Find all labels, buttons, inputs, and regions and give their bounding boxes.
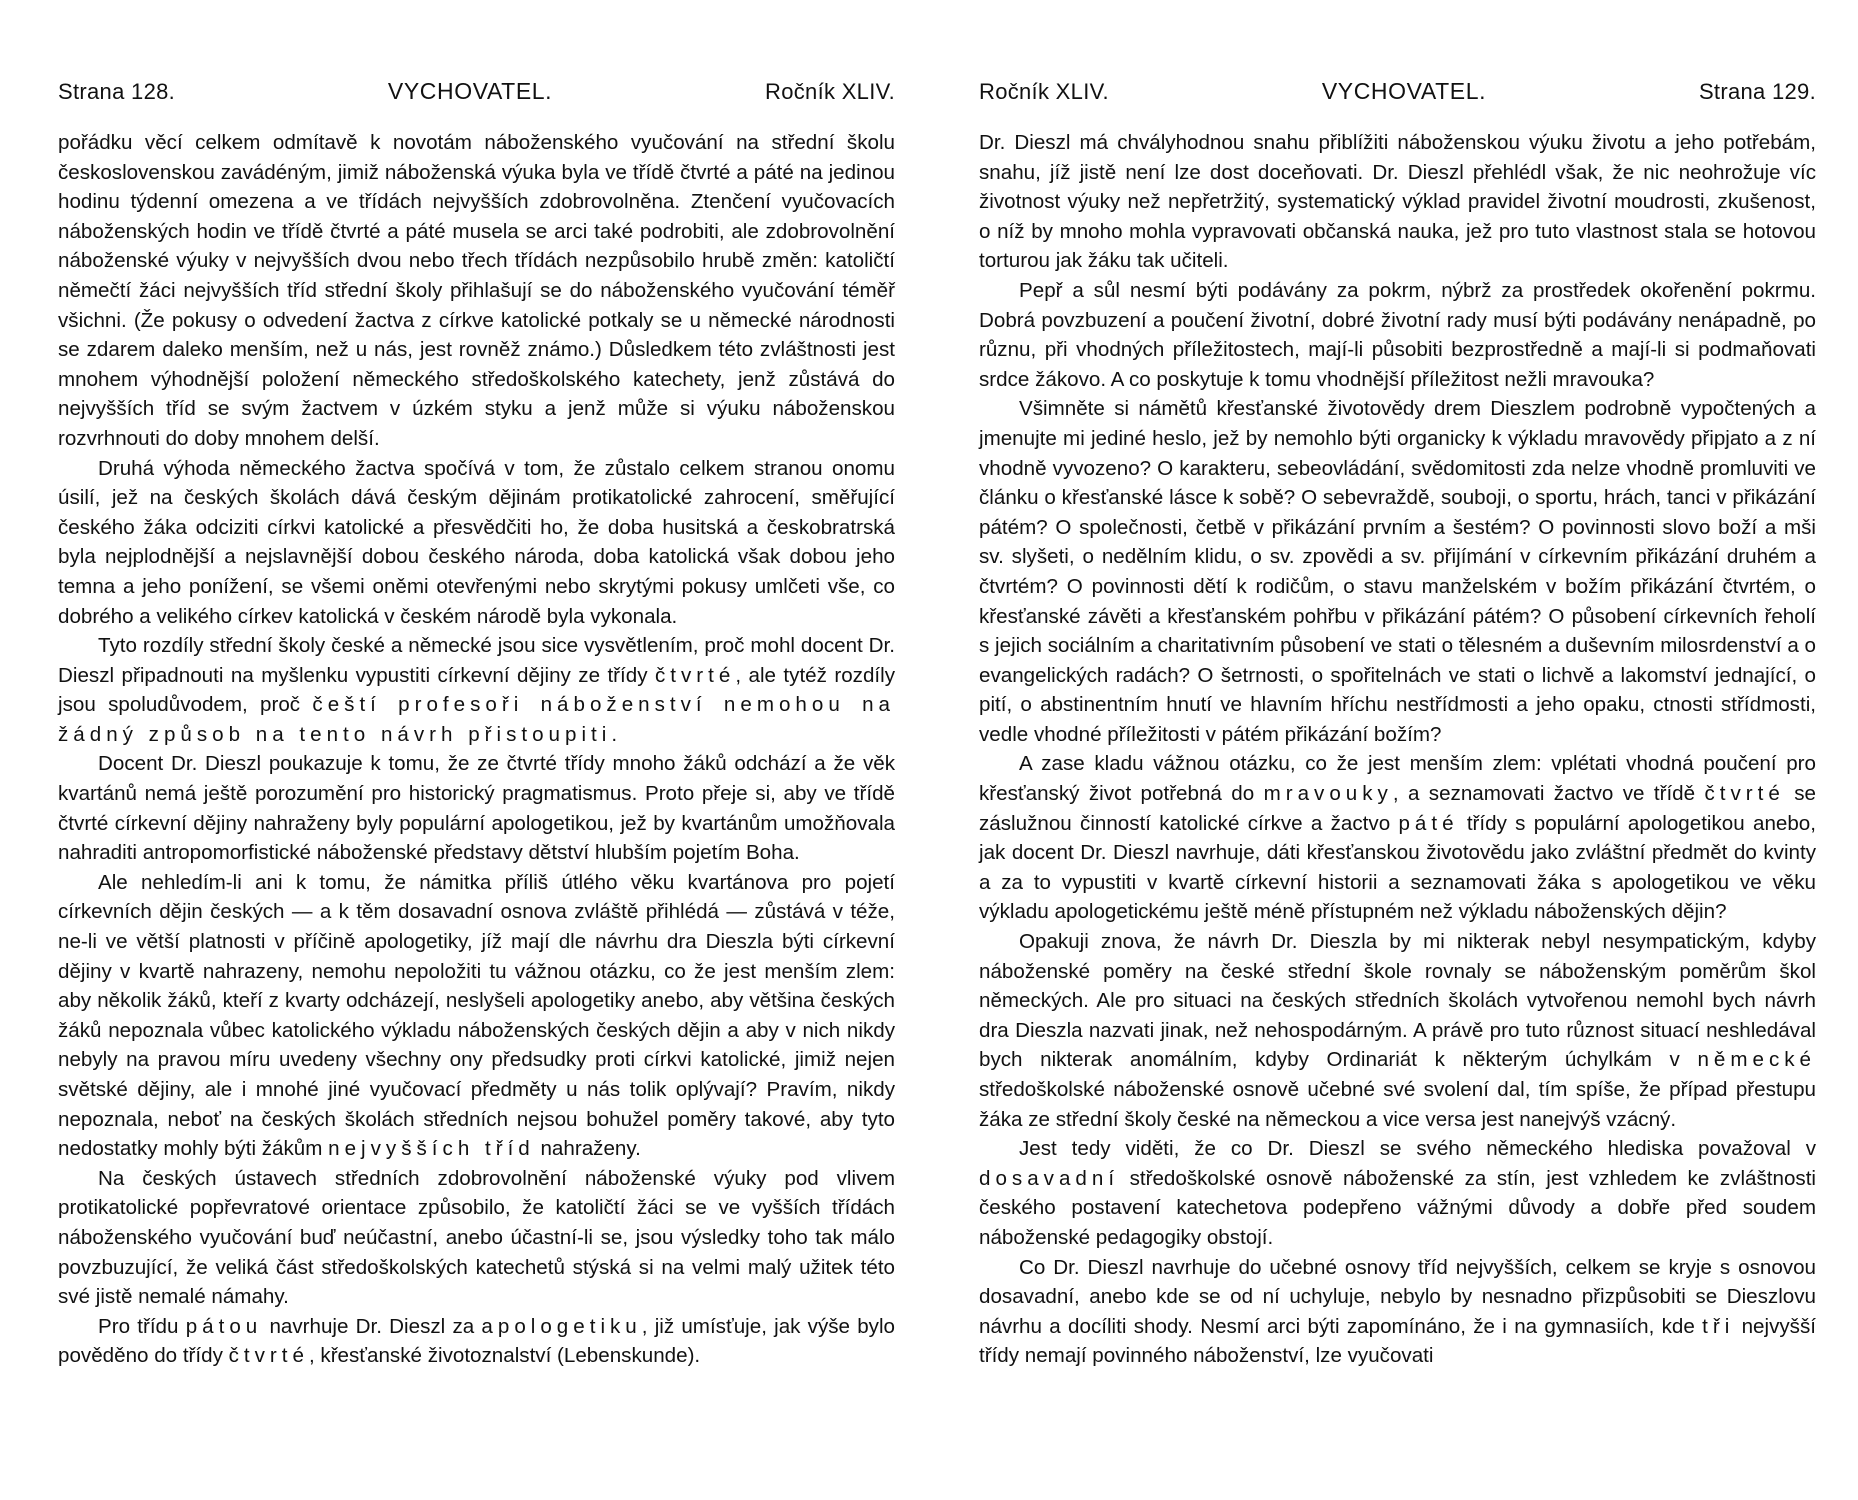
paragraph [979, 927, 1816, 1134]
right-page-body [979, 128, 1816, 1371]
paragraph [58, 1312, 895, 1371]
paragraph [979, 1134, 1816, 1252]
text-run: Dr. Dieszl má chvályhodnou snahu přiblížiti náboženskou výuku životu a jeho potřebám, snahu, jíž jistě není lze dost doceňovati. Dr. Dieszl přehlédl však, že nic neohrožuje víc životnost výuky než nepřetržitý, systematický výklad pravidel životní moudrosti, zkušenost, o níž by mnoho mohla vypravovati občanská nauka, jež pro tuto vlastnost stala se hotovou torturou jak žáku tak učiteli. [979, 131, 1816, 273]
paragraph [58, 128, 895, 454]
right-page-header [979, 78, 1816, 128]
text-run: Jest tedy viděti, že co Dr. Dieszl se svého německého hlediska považoval v [1019, 1137, 1816, 1161]
paragraph [979, 749, 1816, 927]
left-page-body [58, 128, 895, 1371]
text-run: Co Dr. Dieszl navrhuje do učebné osnovy tříd nejvyšších, celkem se kryje s osnovou dosavadní, anebo kde se od ní uchyluje, nebylo by nesnadno přizpůsobiti se Dieszlovu návrhu a docíliti shody. Nesmí arci býti zapomínáno, že i na gymnasiích, kde [979, 1255, 1816, 1338]
text-run: Pro třídu [98, 1314, 186, 1338]
spaced-emphasis: páté [1398, 811, 1459, 835]
paragraph [979, 1253, 1816, 1371]
paragraph [58, 631, 895, 749]
paragraph [979, 276, 1816, 394]
text-run: navrhuje Dr. Dieszl za [262, 1314, 482, 1338]
text-run: , křesťanské životoznalství (Lebenskunde). [308, 1344, 701, 1368]
spaced-emphasis: německé [1697, 1048, 1816, 1072]
text-run: , a seznamovati žactvo ve třídě [1392, 782, 1705, 806]
text-run: Pepř a sůl nesmí býti podávány za pokrm, nýbrž za prostředek okořenění pokrmu. Dobrá povzbuzení a poučení životní, dobré životní rady musí býti podávány nenápadně, po různu, při vhodných příležitostech, mají-li působiti bezprostředně a mají-li si podmaňovati srdce žákovo. A co poskytuje k tomu vhodnější příležitost nežli mravouka? [979, 278, 1816, 391]
text-run: třídy s populární apologetikou anebo, jak docent Dr. Dieszl navrhuje, dáti křesťanskou životovědu jako zvláštní předmět do kvinty a za to vypustiti v kvartě církevní historii a seznamovati žáka s apologetikou ve věku výkladu apologetickému ještě méně přístupném než výkladu náboženských dějin? [979, 811, 1816, 924]
spaced-emphasis: dosavadní [979, 1166, 1120, 1190]
paragraph [58, 1164, 895, 1312]
spaced-emphasis: nejvyšších tříd [328, 1137, 535, 1161]
paragraph [58, 749, 895, 867]
paragraph [979, 128, 1816, 276]
text-run: středoškolské osnově náboženské za stín, jest vzhledem ke zvláštnosti českého postavení katechetova podepřeno vážnými důvody a dobře před soudem náboženské pedagogiky obstojí. [979, 1166, 1816, 1249]
text-run: Tyto rozdíly střední školy české a německé jsou sice vysvětlením, proč mohl docent Dr. Dieszl připadnouti na myšlenku vypustiti církevní dějiny ze třídy [58, 634, 895, 687]
volume-label: Ročník XLIV. [979, 79, 1109, 104]
page-number: Strana 129. [1698, 79, 1816, 104]
text-run: , ale tytéž rozdíly jsou spoludůvodem, proč [58, 663, 896, 717]
text-run: se záslužnou činností katolické církve a žactvo [979, 782, 1816, 835]
text-run: A zase kladu vážnou otázku, co že jest menším zlem: vplétati vhodná poučení pro křesťanský život potřebná do [979, 752, 1816, 806]
text-run: Docent Dr. Dieszl poukazuje k tomu, že ze čtvrté třídy mnoho žáků odchází a že věk kvartánů nemá ještě porozumění pro historický pragmatismus. Proto přeje si, aby ve třídě čtvrté církevní dějiny nahraženy byly populární apologetikou, jež by kvartánům umožňovala nahraditi antropomorfistické náboženské představy dětství hlubším pojetím Boha. [58, 752, 895, 865]
paragraph [979, 394, 1816, 749]
volume-label: Ročník XLIV. [765, 79, 895, 104]
journal-title: VYCHOVATEL. [1321, 78, 1487, 104]
spaced-emphasis: čeští profesoři náboženství nemohou na žádný způsob na tento návrh přistoupiti [58, 693, 895, 746]
text-run: Všimněte si námětů křesťanské životovědy drem Dieszlem podrobně vypočtených a jmenujte mi jediné heslo, jež by nemohlo býti organicky k výkladu mravovědy připjato a z ní vhodně vyvozeno? O karakteru, sebeovládání, svědomitosti zda nelze vhodně promluviti ve článku o křesťanské lásce k sobě? O sebevraždě, souboji, o sportu, hrách, tanci v přikázání pátém? O společnosti, četbě v přikázání prvním a šestém? O povinnosti slovo boží a mši sv. slyšeti, o nedělním klidu, o sv. zpovědi a sv. přijímání v církevním přikázání druhém a čtvrtém? O povinnosti dětí k rodičům, o stavu manželském v božím přikázání čtvrtém, o křesťanské závěti a křesťanském pohřbu v přikázání pátém? O působení církevních řeholí s jejich sociálním a charitativním působení ve stati o tělesném a duševním milosrdenství a o evangelických radách? O šetrnosti, o spořitelnách ve stati o lichvě a lakomství jednající, o pití, o abstinentním hnutí ve hlavním hříchu nestřídmosti a jeho opaku, ctnosti střídmosti, vedle vhodné příležitosti v pátém přikázání božím? [979, 397, 1816, 746]
spaced-emphasis: pátou [185, 1314, 263, 1338]
text-run: Opakuji znova, že návrh Dr. Dieszla by mi nikterak nebyl nesympatickým, kdyby náboženské poměry na české střední škole rovnaly se náboženským poměrům škol německých. Ale pro situaci na českých středních školách vytvořenou nemohl bych návrh dra Dieszla nazvati jinak, než nehospodárným. A právě pro tuto různost situací neshledával bych nikterak anomálním, kdyby Ordinariát k některým úchylkám v [979, 930, 1816, 1072]
paragraph [58, 868, 895, 1164]
spaced-emphasis: apologetiku [481, 1314, 642, 1338]
journal-title: VYCHOVATEL. [387, 78, 553, 104]
text-run: pořádku věcí celkem odmítavě k novotám náboženského vyučování na střední školu československou zavádéným, jimiž náboženská výuka byla ve třídě čtvrté a páté na jedinou hodinu týdenní omezena a ve třídách nejvyšších zdobrovolněna. Ztenčení vyučovacích náboženských hodin ve třídě čtvrté a páté musela se arci také podrobiti, ale zdobrovolnění náboženské výuky v nejvyšších dvou nebo třech třídách nezpůsobilo hrubě změn: katoličtí němečtí žáci nejvyšších tříd střední školy přihlašují se do náboženského vyučování téměř všichni. (Že pokusy o odvedení žactva z církve katolické potkaly se u německé národnosti se zdarem daleko menším, než u nás, jest rovněž známo.) Důsledkem této zvláštnosti jest mnohem výhodnější položení německého středoškolského katechety, jenž zůstává do nejvyšších tříd se svým žactvem v úzkém styku a jenž může si výuku náboženskou rozvrhnouti do doby mnohem delší. [58, 131, 895, 450]
spaced-emphasis: čtvrté [228, 1344, 309, 1368]
spaced-emphasis: čtvrté [654, 663, 736, 687]
spaced-emphasis: čtvrté [1704, 782, 1785, 806]
spaced-emphasis: mravouky [1263, 782, 1393, 806]
text-run: nahraženy. [534, 1137, 641, 1161]
paragraph [58, 454, 895, 632]
text-run: . [611, 722, 618, 746]
text-run: středoškolské náboženské osnově učebné své svolení dal, tím spíše, že případ přestupu žáka ze střední školy české na německou a vice versa jest nanejvýš vzácný. [979, 1078, 1816, 1131]
text-run: Druhá výhoda německého žactva spočívá v tom, že zůstalo celkem stranou onomu úsilí, jež na českých školách dává českým dějinám protikatolické zahrocení, směřující českého žáka odciziti církvi katolické a přesvědčiti ho, že doba husitská a českobratrská byla nejplodnější a nejslavnější dobou českého národa, doba katolická však dobou jeho temna a jeho ponížení, se všemi oněmi otevřenými nebo skrytými pokusy umlčeti vše, co dobrého a velikého církev katolická v českém národě byla vykonala. [58, 456, 895, 628]
text-run: , již umísťuje, jak výše bylo pověděno do třídy [58, 1314, 895, 1368]
text-run: Ale nehledím-li ani k tomu, že námitka příliš útlého věku kvartánova pro pojetí církevních dějin českých — a k těm dosavadní osnova zvláště přihlédá — zůstává v téže, ne-li ve větší platnosti v příčině apologetiky, jíž mají dle návrhu dra Dieszla býti církevní dějiny v kvartě nahrazeny, nemohu nepoložiti tu vážnou otázku, co že jest menším zlem: aby několik žáků, kteří z kvarty odcházejí, neslyšeli apologetiky anebo, aby většina českých žáků nepoznala vůbec katolického výkladu náboženských českých dějin a aby v nich nikdy nebyly na pravou míru uvedeny všechny ony předsudky proti církvi katolické, jimiž nejen světské dějiny, ale i mnohé jiné vyučovací předměty u nás tolik oplývají? Pravím, nikdy nepoznala, neboť na českých školách středních nejsou bohužel poměry takové, aby tyto nedostatky mohly býti žákům [58, 870, 895, 1161]
page-number: Strana 128. [58, 79, 176, 104]
text-run: nejvyšší třídy nemají povinného náboženství, lze vyučovati [979, 1314, 1816, 1368]
text-run: Na českých ústavech středních zdobrovolnění náboženské výuky pod vlivem protikatolické popřevratové orientace způsobilo, že katoličtí žáci se ve vyšších třídách náboženského vyučování buď neúčastní, anebo účastní-li se, jsou výsledky toho tak málo povzbuzující, že veliká část středoškolských katechetů stýská si na velmi malý užitek této své jistě nemalé námahy. [58, 1166, 895, 1309]
spaced-emphasis: tři [1702, 1314, 1735, 1338]
right-page [929, 0, 1858, 1500]
left-page-header [58, 78, 895, 128]
